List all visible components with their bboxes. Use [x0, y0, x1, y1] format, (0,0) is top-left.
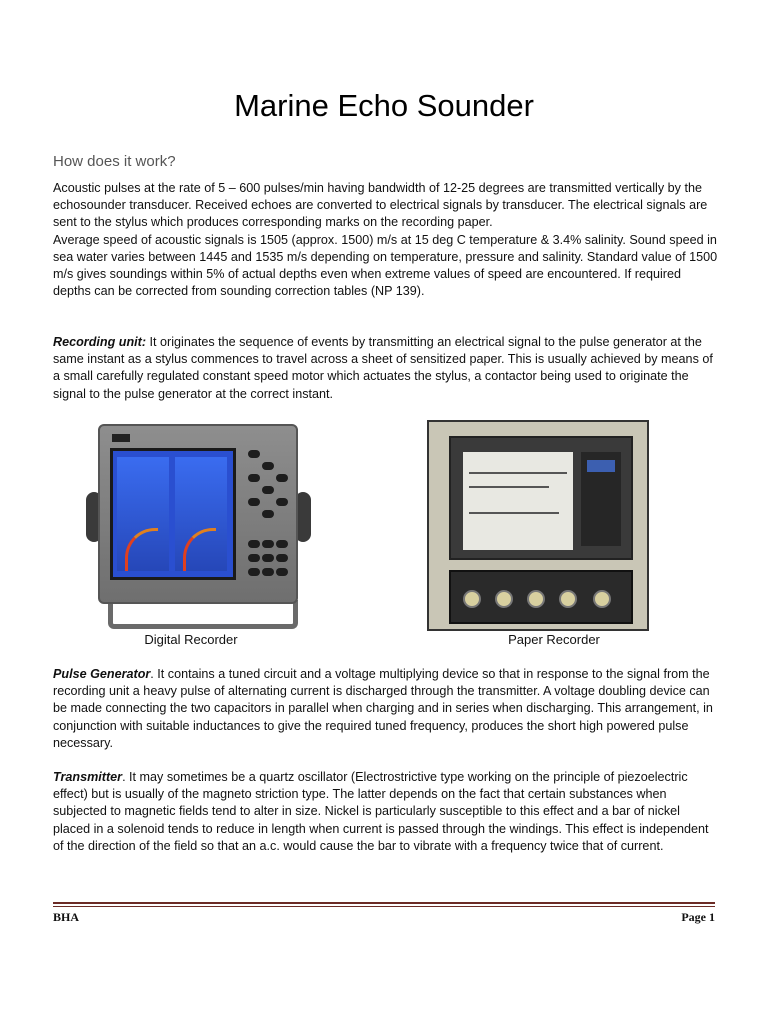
footer-author: BHA: [53, 910, 80, 924]
pulse-generator-lead: Pulse Generator: [53, 667, 151, 681]
paper-window: [449, 436, 633, 560]
mount-base: [108, 600, 298, 629]
recorder-cabinet: [427, 420, 649, 631]
recording-paper: [463, 452, 573, 550]
transmitter-text: . It may sometimes be a quartz oscillator (Electrostrictive type working on the principle of piezoelectric effect) but is usually of the magneto striction type. The latter depends on the fact that certain substances when subjected to magnetic fields tend to alter in size. Nickel is particularly susceptible to this effect and a bar of nickel placed in a solenoid tends to reduce in length when current is passed through the windings. This effect is independent of the direction of the field so that an a.c. would cause the bar to vibrate with a frequency twice that of current.: [53, 770, 709, 853]
transmitter-lead: Transmitter: [53, 770, 123, 784]
intro-paragraph: [53, 180, 719, 300]
pulse-generator-text: . It contains a tuned circuit and a voltage multiplying device so that in response to the signal from the recording unit a heavy pulse of alternating current is discharged through the transmitter. A voltage doubling device can be made connecting the two capacitors in parallel when charging and in series when discharging. This arrangement, in conjunction with suitable inductances to give the required tuned frequency, produces the short high powered pulse necessary.: [53, 667, 713, 750]
recording-unit-lead: Recording unit:: [53, 335, 147, 349]
footer-rule: [53, 902, 715, 904]
paper-recorder-caption: Paper Recorder: [508, 632, 600, 647]
intro-text: Acoustic pulses at the rate of 5 – 600 pulses/min having bandwidth of 12-25 degrees are transmitted vertically by the echosounder transducer. Received echoes are converted to electrical signals by transducer. The electrical signals are sent to the stylus which produces corresponding marks on the recording paper.: [53, 181, 708, 230]
pulse-generator-paragraph: [53, 666, 719, 752]
recording-unit-text: It originates the sequence of events by transmitting an electrical signal to the pulse generator at the same instant as a stylus commences to travel across a sheet of sensitized paper. This is usually achieved by means of a small carefully regulated constant speed motor which actuates the stylus, a contactor being used to originate the signal to the pulse generator at the correct instant.: [53, 335, 713, 401]
page-title: Marine Echo Sounder: [234, 88, 534, 123]
footer-rule-thin: [53, 906, 715, 907]
control-panel: [449, 570, 633, 624]
page-number: Page 1: [681, 910, 715, 924]
transmitter-paragraph: [53, 769, 719, 855]
section-subheading: How does it work?: [53, 153, 176, 170]
digital-recorder-caption: Digital Recorder: [144, 632, 238, 647]
digital-recorder-image: [86, 422, 311, 632]
intro-text-2: Average speed of acoustic signals is 1505 (approx. 1500) m/s at 15 deg C temperature & 3.4% salinity. Sound speed in sea water varies between 1445 and 1535 m/s depending on temperature, pressure and salinity. Standard value of 1500 m/s gives soundings within 5% of actual depths even when extreme values of speed are encountered. If required depths can be corrected from sounding correction tables (NP 139).: [53, 232, 718, 299]
recorder-display: [110, 448, 236, 580]
side-panel: [581, 452, 621, 546]
recording-unit-paragraph: [53, 334, 719, 403]
recorder-housing: [98, 424, 298, 604]
brand-logo: [112, 434, 130, 442]
paper-recorder-image: [427, 420, 649, 631]
